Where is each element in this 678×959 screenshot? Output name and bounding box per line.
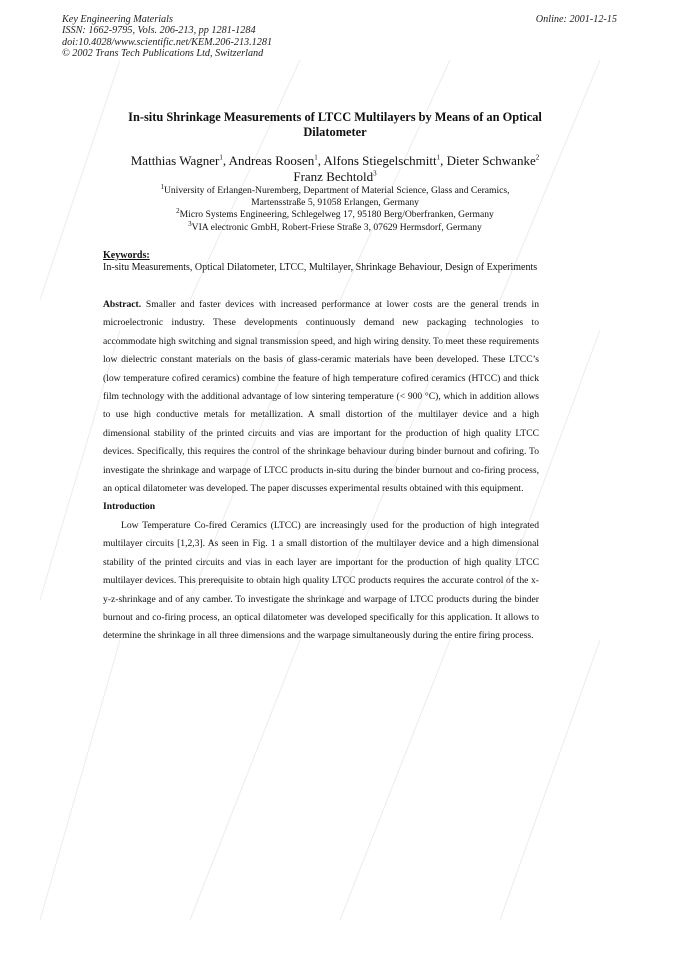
abstract-text: Smaller and faster devices with increased performance at lower costs are the general trends in microelectronic industry. These developments continuously demand new packaging technologies to accommodate high switching and signal transmission speed, and high wiring density. To meet these requirements low dielectric constant materials on the basis of glass-ceramic materials have been developed. These LTCC’s (low temperature cofired ceramics) combine the feature of high temperature cofired ceramics (HTCC) and thick film technology with the additional advantage of low sintering temperature (< 900 °C), which in addition allows to use high conductive metals for metallization. A small distortion of the multilayer device and a high dimensional stability of the printed circuits and vias are important for the production of high quality LTCC devices. Specifically, this requires the control of the shrinkage behaviour during binder burnout and cofiring. To investigate the shrinkage and warpage of LTCC products in-situ during the binder burnout and co-firing process, an optical dilatometer was developed. The paper discusses experimental results obtained with this equipment. bbox=[103, 299, 539, 495]
paper-title: In-situ Shrinkage Measurements of LTCC Multilayers by Means of an Optical Dilatometer bbox=[128, 110, 542, 139]
author-affil-mark: 2 bbox=[535, 153, 540, 162]
affiliation-text: University of Erlangen-Nuremberg, Department of Material Science, Glass and Ceramics, bbox=[163, 185, 510, 196]
author-affil-mark: 3 bbox=[373, 169, 377, 178]
affiliations bbox=[85, 182, 585, 234]
affiliation-address: Martensstraße 5, 91058 Erlangen, Germany bbox=[251, 197, 419, 209]
abstract-paragraph bbox=[103, 296, 539, 498]
affiliation-item bbox=[85, 182, 585, 197]
author-affil-mark: 1 bbox=[314, 153, 318, 162]
affiliation-text: Micro Systems Engineering, Schlegelweg 17, 95180 Berg/Oberfranken, Germany bbox=[179, 209, 494, 221]
author-affil-mark: 1 bbox=[219, 153, 223, 162]
author-name: Dieter Schwanke bbox=[446, 153, 536, 168]
introduction-heading: Introduction bbox=[103, 501, 156, 513]
page-header bbox=[62, 14, 617, 60]
author-affil-mark: 1 bbox=[436, 153, 441, 162]
keywords-heading: Keywords: bbox=[103, 250, 150, 261]
affiliation-mark: 1 bbox=[160, 182, 164, 191]
author-name: Franz Bechtold bbox=[293, 169, 374, 184]
keywords-section bbox=[103, 250, 539, 274]
main-text bbox=[103, 296, 539, 646]
affiliation-item bbox=[85, 209, 585, 221]
author-name: Alfons Stiegelschmitt bbox=[323, 153, 437, 168]
affiliation-text: VIA electronic GmbH, Robert-Friese Straße 3, 07629 Hermsdorf, Germany bbox=[191, 221, 482, 233]
online-date: Online: 2001-12-15 bbox=[535, 14, 617, 25]
author-name: Andreas Roosen bbox=[228, 153, 315, 168]
affiliation-item bbox=[85, 219, 585, 234]
journal-name: Key Engineering Materials bbox=[62, 14, 173, 25]
affiliation-mark: 2 bbox=[176, 207, 180, 216]
author-list: Matthias Wagner$^1$, Andreas Roosen$^1$, Alfons Stiegelschmitt$^1$, Dieter Schwanke$^2$ Franz Bechtold$^3$ bbox=[130, 153, 540, 184]
issn-line: ISSN: 1662-9795, Vols. 206-213, pp 1281-1284 bbox=[62, 25, 256, 37]
keywords-text: In-situ Measurements, Optical Dilatometer, LTCC, Multilayer, Shrinkage Behaviour, Design of Experiments bbox=[103, 262, 538, 273]
abstract-label: Abstract. bbox=[103, 299, 142, 310]
affiliation-mark: 3 bbox=[188, 219, 192, 228]
author-name: Matthias Wagner bbox=[130, 153, 220, 168]
introduction-paragraph: Low Temperature Co-fired Ceramics (LTCC) are increasingly used for the production of high integrated multilayer circuits [1,2,3]. As seen in Fig. 1 a small distortion of the multilayer device and a high dimensional stability of the printed circuits and vias in each layer are important for the production of high quality LTCC multilayer devices. This prerequisite to obtain high quality LTCC products requires the accurate control of the x-y-z-shrinkage and of any camber. To investigate the shrinkage and warpage of LTCC products during the binder burnout and co-firing process, an optical dilatometer was developed specifically for this application. It allows to determine the shrinkage in all three dimensions and the warpage simultaneously during the entire firing process. bbox=[103, 519, 539, 642]
copyright-line: © 2002 Trans Tech Publications Ltd, Switzerland bbox=[62, 48, 264, 60]
doi-line[interactable]: doi:10.4028/www.scientific.net/KEM.206-213.1281 bbox=[62, 36, 273, 48]
